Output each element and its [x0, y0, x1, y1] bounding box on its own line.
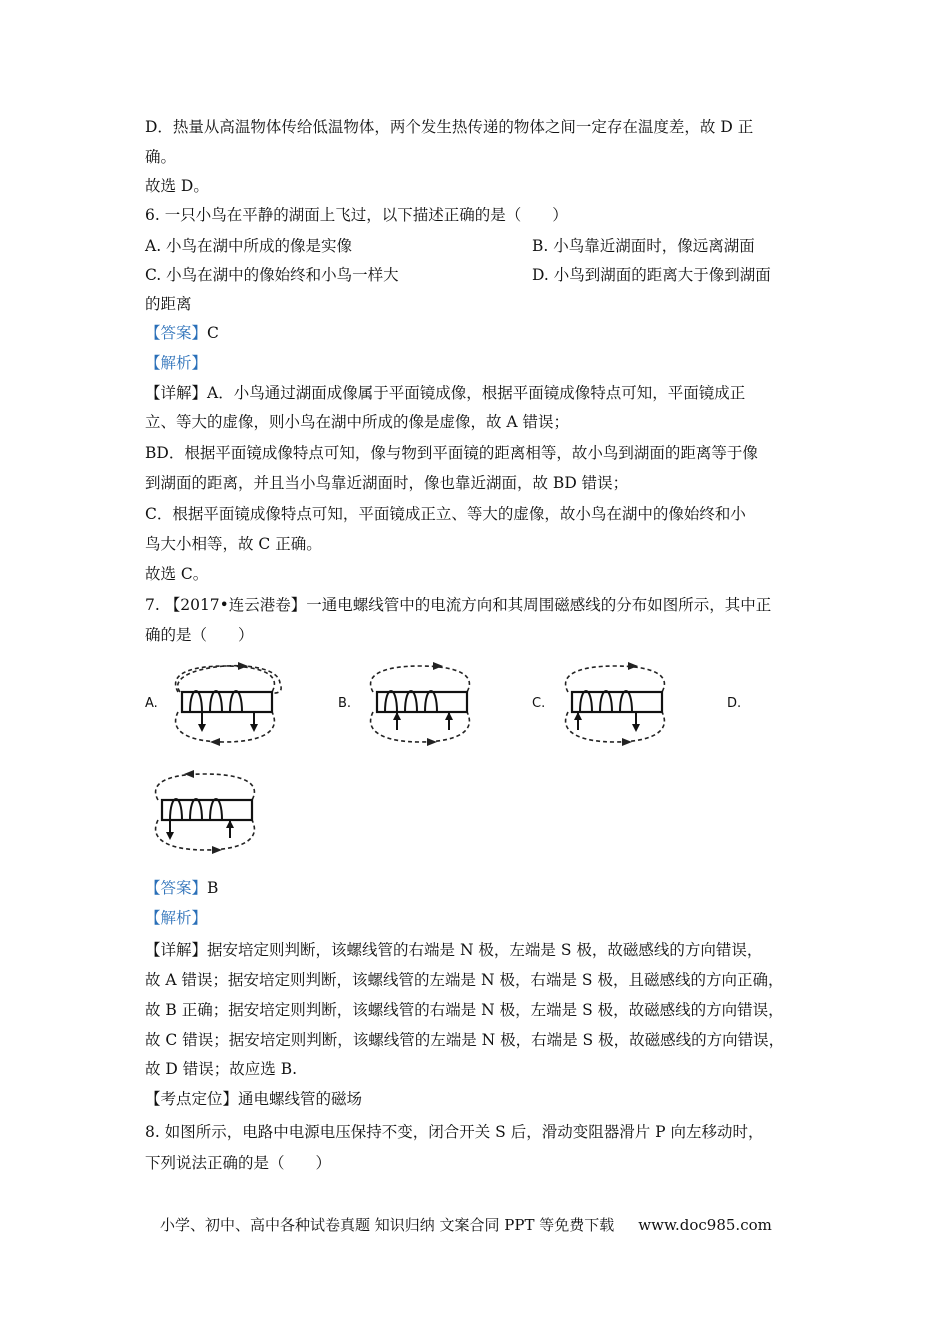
solenoid-figure-c [550, 654, 680, 754]
q6-stem: 6. 一只小鸟在平静的湖面上飞过，以下描述正确的是（ ） [145, 206, 568, 224]
key-point-tag: 【考点定位】 [145, 1090, 239, 1108]
answer-value: B [207, 879, 219, 897]
fig-label-b: B. [338, 696, 352, 711]
q6-answer [145, 323, 219, 343]
detail-text: 据安培定则判断，该螺线管的右端是 N 极，左端是 S 极，故磁感线的方向错误， [207, 941, 763, 959]
q7-stem-line2: 确的是（ ） [145, 626, 254, 644]
q7-detail-line2: 故 A 错误；据安培定则判断，该螺线管的左端是 N 极，右端是 S 极，且磁感线的方向正确， [145, 971, 784, 989]
key-point-text: 通电螺线管的磁场 [238, 1090, 363, 1108]
fig-label-a: A. [145, 696, 158, 711]
q6-option-d: D. 小鸟到湖面的距离大于像到湖面 [532, 266, 771, 284]
detail-tag: 【详解】 [145, 384, 208, 402]
q5-option-d-line1: D．热量从高温物体传给低温物体，两个发生热传递的物体之间一定存在温度差，故 D 正 [145, 118, 754, 136]
q6-detail-line1 [145, 383, 745, 403]
analysis-tag: 【解析】 [145, 909, 208, 927]
q6-option-c: C. 小鸟在湖中的像始终和小鸟一样大 [145, 266, 399, 284]
q5-option-d-line2: 确。 [145, 148, 177, 166]
q6-option-b: B. 小鸟靠近湖面时，像远离湖面 [532, 237, 755, 255]
page-footer [160, 1214, 772, 1235]
q8-stem-line2: 下列说法正确的是（ ） [145, 1154, 332, 1172]
q6-analysis-tag [145, 353, 207, 373]
q6-detail-line2: 立、等大的虚像，则小鸟在湖中所成的像是虚像，故 A 错误； [145, 413, 570, 431]
fig-label-d: D. [727, 696, 742, 711]
q6-detail-line6: 鸟大小相等，故 C 正确。 [145, 535, 322, 553]
q7-detail-line3: 故 B 正确；据安培定则判断，该螺线管的右端是 N 极，左端是 S 极，故磁感线的方向错误， [145, 1001, 784, 1019]
fig-label-c: C. [532, 696, 546, 711]
q7-answer [145, 878, 218, 898]
analysis-tag: 【解析】 [145, 354, 208, 372]
detail-tag: 【详解】 [145, 941, 208, 959]
q5-conclusion: 故选 D。 [145, 177, 209, 195]
q7-detail-line5: 故 D 错误；故应选 B. [145, 1060, 298, 1078]
solenoid-figure-d [140, 762, 270, 862]
solenoid-figure-b [355, 654, 485, 754]
q7-key-point [145, 1089, 362, 1109]
q8-stem-line1: 8. 如图所示，电路中电源电压保持不变，闭合开关 S 后，滑动变阻器滑片 P 向左移动时， [145, 1123, 764, 1141]
answer-tag: 【答案】 [145, 879, 208, 897]
q6-detail-line5: C．根据平面镜成像特点可知，平面镜成正立、等大的虚像，故小鸟在湖中的像始终和小 [145, 505, 746, 523]
q6-option-d-cont: 的距离 [145, 295, 192, 313]
q6-option-a: A. 小鸟在湖中所成的像是实像 [145, 237, 353, 255]
q7-analysis-tag [145, 908, 207, 928]
q6-detail-line3: BD．根据平面镜成像特点可知，像与物到平面镜的距离相等，故小鸟到湖面的距离等于像 [145, 444, 758, 462]
answer-tag: 【答案】 [145, 324, 208, 342]
detail-text: A．小鸟通过湖面成像属于平面镜成像，根据平面镜成像特点可知，平面镜成正 [207, 384, 746, 402]
q6-detail-line7: 故选 C。 [145, 565, 209, 583]
solenoid-figure-a [160, 654, 290, 754]
q7-detail-line4: 故 C 错误；据安培定则判断，该螺线管的左端是 N 极，右端是 S 极，故磁感线的方向错误， [145, 1031, 785, 1049]
footer-url[interactable]: www.doc985.com [638, 1216, 772, 1234]
footer-text: 小学、初中、高中各种试卷真题 知识归纳 文案合同 PPT 等免费下载 [160, 1216, 615, 1234]
q6-detail-line4: 到湖面的距离，并且当小鸟靠近湖面时，像也靠近湖面，故 BD 错误； [145, 474, 629, 492]
q7-detail-line1 [145, 940, 762, 960]
q7-stem-line1: 7. 【2017•连云港卷】一通电螺线管中的电流方向和其周围磁感线的分布如图所示，其中正 [145, 596, 772, 614]
answer-value: C [207, 324, 219, 342]
